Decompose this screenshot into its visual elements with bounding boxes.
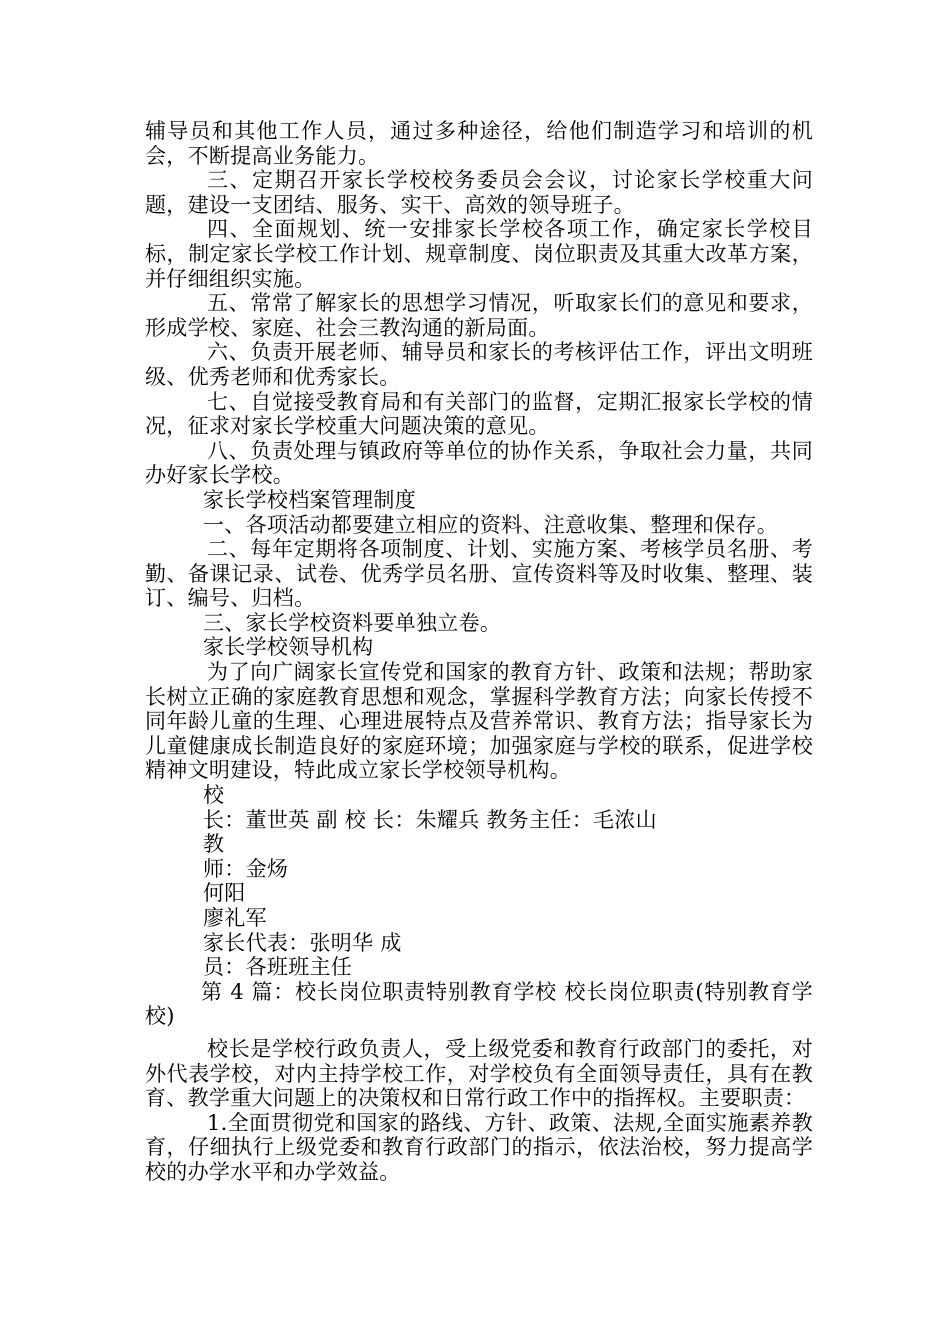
paragraph: 四、全面规划、统一安排家长学校各项工作，确定家长学校目标，制定家长学校工作计划、规章制度、岗位职责及其重大改革方案，并仔细组织实施。 — [145, 217, 813, 291]
staff-line: 何阳 — [203, 881, 246, 906]
paragraph: 二、每年定期将各项制度、计划、实施方案、考核学员名册、考勤、备课记录、试卷、优秀学员名册、宣传资料等及时收集、整理、装订、编号、归档。 — [145, 537, 813, 611]
document-page — [145, 119, 813, 1185]
staff-line: 员：各班班主任 — [203, 955, 353, 980]
paragraph: 三、定期召开家长学校校务委员会会议，讨论家长学校重大问题，建设一支团结、服务、实干、高效的领导班子。 — [145, 168, 813, 217]
chapter-heading: 第 4 篇：校长岗位职责特别教育学校 校长岗位职责(特别教育学校) — [145, 979, 813, 1029]
staff-line: 师：金炀 — [203, 856, 289, 881]
paragraph: 三、家长学校资料要单独立卷。 — [203, 610, 502, 635]
paragraph: 辅导员和其他工作人员，通过多种途径，给他们制造学习和培训的机会，不断提高业务能力。 — [145, 119, 813, 168]
paragraph: 一、各项活动都要建立相应的资料、注意收集、整理和保存。 — [203, 512, 779, 537]
paragraph: 八、负责处理与镇政府等单位的协作关系，争取社会力量，共同办好家长学校。 — [145, 438, 813, 488]
paragraph: 七、自觉接受教育局和有关部门的监督，定期汇报家长学校的情况，征求对家长学校重大问题决策的意见。 — [145, 389, 813, 439]
paragraph: 五、常常了解家长的思想学习情况，听取家长们的意见和要求，形成学校、家庭、社会三教沟通的新局面。 — [145, 291, 813, 340]
paragraph: 六、负责开展老师、辅导员和家长的考核评估工作，评出文明班级、优秀老师和优秀家长。 — [145, 340, 813, 389]
section-heading: 家长学校领导机构 — [203, 635, 374, 660]
paragraph: 为了向广阔家长宣传党和国家的教育方针、政策和法规；帮助家长树立正确的家庭教育思想和观念，掌握科学教育方法；向家长传授不同年龄儿童的生理、心理进展特点及营养常识、教育方法；指导家长为儿童健康成长制造良好的家庭环境；加强家庭与学校的联系，促进学校精神文明建设，特此成立家长学校领导机构。 — [145, 660, 813, 783]
section-heading: 家长学校档案管理制度 — [203, 487, 416, 512]
paragraph: 校长是学校行政负责人，受上级党委和教育行政部门的委托，对外代表学校，对内主持学校工作，对学校负有全面领导责任，具有在教育、教学重大问题上的决策权和日常行政工作中的指挥权。主要职责： — [145, 1036, 813, 1111]
paragraph: 1.全面贯彻党和国家的路线、方针、政策、法规,全面实施素养教育，仔细执行上级党委和教育行政部门的指示，依法治校，努力提高学校的办学水平和办学效益。 — [145, 1110, 813, 1184]
staff-line: 教 — [203, 832, 225, 857]
staff-line: 家长代表：张明华 成 — [203, 930, 402, 955]
staff-line: 廖礼军 — [203, 906, 267, 930]
staff-line: 校 — [203, 783, 225, 808]
staff-line: 长：董世英 副 校 长：朱耀兵 教务主任：毛浓山 — [203, 807, 657, 832]
